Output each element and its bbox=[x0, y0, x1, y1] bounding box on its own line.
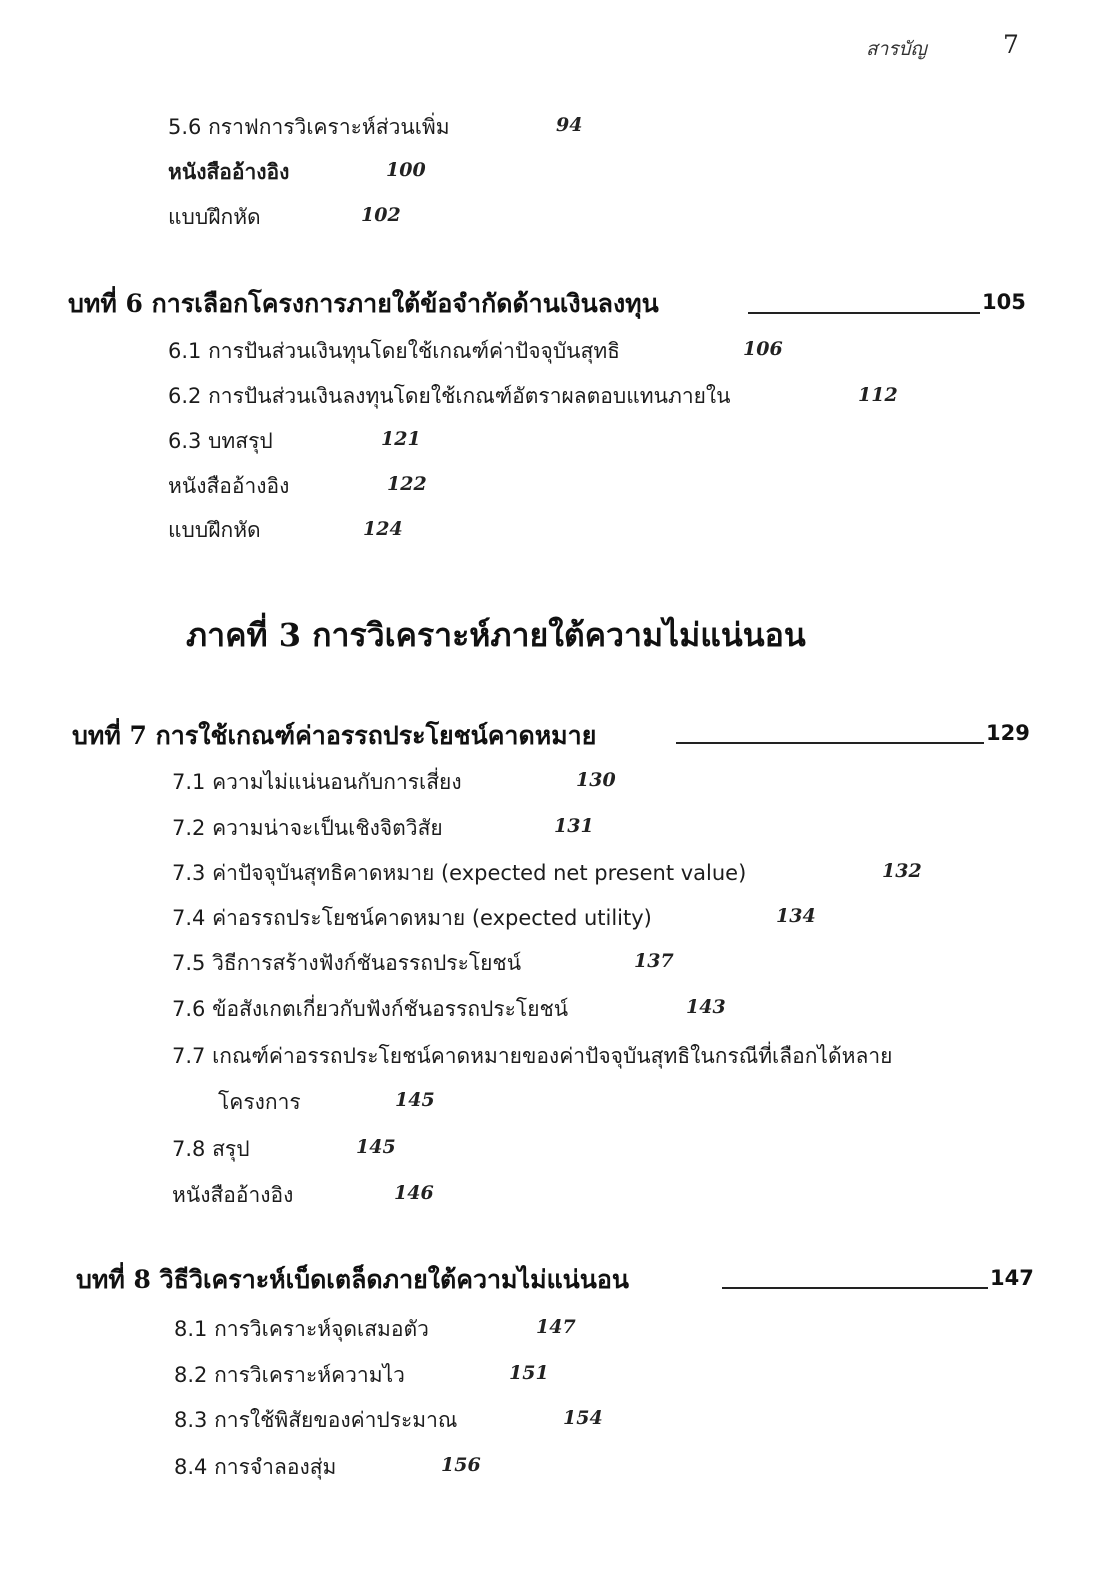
toc-entry[interactable] bbox=[174, 1359, 405, 1392]
toc-entry-title: ค่าปัจจุบันสุทธิคาดหมาย (expected net present value) bbox=[212, 861, 747, 885]
toc-entry[interactable] bbox=[174, 1404, 457, 1437]
toc-entry-title: การวิเคราะห์จุดเสมอตัว bbox=[214, 1317, 429, 1341]
toc-entry-page: 122 bbox=[387, 473, 427, 495]
toc-entry-title: ความไม่แน่นอนกับการเสี่ยง bbox=[212, 770, 462, 794]
toc-entry[interactable] bbox=[174, 1313, 429, 1346]
toc-entry-title: หนังสืออ้างอิง bbox=[172, 1183, 294, 1207]
toc-entry-page: 106 bbox=[743, 338, 783, 360]
toc-entry-title: แบบฝึกหัด bbox=[168, 518, 261, 542]
toc-entry[interactable] bbox=[168, 470, 289, 503]
leader-line bbox=[676, 742, 984, 744]
toc-entry-page: 121 bbox=[381, 428, 421, 450]
toc-entry-page: 134 bbox=[776, 905, 816, 927]
toc-entry-number: 7.2 bbox=[172, 816, 206, 840]
toc-entry-title: การใช้พิสัยของค่าประมาณ bbox=[214, 1408, 458, 1432]
toc-entry-number: 8.4 bbox=[174, 1455, 208, 1479]
toc-entry-title: ความน่าจะเป็นเชิงจิตวิสัย bbox=[212, 816, 443, 840]
toc-entry[interactable] bbox=[168, 425, 273, 458]
toc-entry-page: 156 bbox=[441, 1454, 481, 1476]
leader-line bbox=[748, 312, 980, 314]
toc-entry-number: 7.1 bbox=[172, 770, 206, 794]
toc-entry[interactable] bbox=[172, 1179, 293, 1212]
toc-entry-page: 131 bbox=[554, 815, 594, 837]
chapter-page: 129 bbox=[986, 721, 1030, 745]
toc-entry-page: 100 bbox=[386, 159, 426, 181]
chapter-title: การเลือกโครงการภายใต้ข้อจำกัดด้านเงินลงทุน bbox=[151, 289, 659, 318]
chapter-title: วิธีวิเคราะห์เบ็ดเตล็ดภายใต้ความไม่แน่นอน bbox=[159, 1265, 629, 1294]
toc-entry-page: 94 bbox=[556, 114, 583, 136]
toc-entry-number: 6.3 bbox=[168, 429, 202, 453]
toc-entry-title: กราฟการวิเคราะห์ส่วนเพิ่ม bbox=[208, 115, 450, 139]
chapter-number: 7 bbox=[129, 721, 147, 750]
toc-entry[interactable] bbox=[168, 514, 261, 547]
toc-entry[interactable] bbox=[172, 857, 746, 890]
toc-entry[interactable] bbox=[174, 1451, 336, 1484]
toc-entry-number: 6.1 bbox=[168, 339, 202, 363]
page-number: 7 bbox=[1003, 30, 1019, 59]
toc-entry-page: 151 bbox=[509, 1362, 549, 1384]
toc-entry-title: บทสรุป bbox=[208, 429, 273, 453]
toc-entry-continuation: โครงการ bbox=[218, 1090, 301, 1114]
chapter-title: การใช้เกณฑ์ค่าอรรถประโยชน์คาดหมาย bbox=[155, 721, 597, 750]
toc-entry-page: 154 bbox=[563, 1407, 603, 1429]
toc-entry-title: หนังสืออ้างอิง bbox=[168, 474, 290, 498]
chapter-number: 6 bbox=[125, 289, 143, 318]
toc-entry-title: เกณฑ์ค่าอรรถประโยชน์คาดหมายของค่าปัจจุบันสุทธิในกรณีที่เลือกได้หลาย bbox=[212, 1044, 893, 1068]
toc-entry[interactable] bbox=[172, 902, 652, 935]
toc-entry-page: 143 bbox=[686, 996, 726, 1018]
toc-entry-page: 145 bbox=[356, 1136, 396, 1158]
chapter-prefix: บทที่ bbox=[68, 289, 117, 318]
toc-entry[interactable] bbox=[168, 380, 731, 413]
chapter-heading[interactable] bbox=[72, 716, 596, 756]
leader-line bbox=[722, 1287, 988, 1289]
part-heading[interactable] bbox=[186, 610, 806, 661]
toc-entry-title: การปันส่วนเงินลงทุนโดยใช้เกณฑ์อัตราผลตอบแทนภายใน bbox=[208, 384, 731, 408]
toc-entry-number: 7.5 bbox=[172, 951, 206, 975]
toc-entry[interactable] bbox=[168, 156, 289, 189]
running-header-label: สารบัญ bbox=[866, 38, 927, 60]
part-title: การวิเคราะห์ภายใต้ความไม่แน่นอน bbox=[312, 616, 806, 654]
toc-entry-number: 8.2 bbox=[174, 1363, 208, 1387]
toc-entry-title: ค่าอรรถประโยชน์คาดหมาย (expected utility) bbox=[212, 906, 652, 930]
toc-entry-title: การจำลองสุ่ม bbox=[214, 1455, 337, 1479]
toc-entry-title: วิธีการสร้างฟังก์ชันอรรถประโยชน์ bbox=[212, 951, 522, 975]
toc-entry-number: 7.4 bbox=[172, 906, 206, 930]
toc-entry-number: 5.6 bbox=[168, 115, 202, 139]
toc-entry-page: 132 bbox=[882, 860, 922, 882]
toc-entry-number: 8.3 bbox=[174, 1408, 208, 1432]
toc-entry[interactable] bbox=[172, 1040, 892, 1073]
toc-entry-title: หนังสืออ้างอิง bbox=[168, 160, 290, 184]
toc-entry-number: 8.1 bbox=[174, 1317, 208, 1341]
toc-entry-page: 112 bbox=[858, 384, 898, 406]
toc-entry-title: การวิเคราะห์ความไว bbox=[214, 1363, 405, 1387]
toc-entry-number: 7.8 bbox=[172, 1137, 206, 1161]
toc-entry-title: แบบฝึกหัด bbox=[168, 205, 261, 229]
toc-entry-page: 147 bbox=[536, 1316, 576, 1338]
part-number: 3 bbox=[278, 616, 301, 654]
toc-entry-page: 130 bbox=[576, 769, 616, 791]
toc-entry-number: 7.7 bbox=[172, 1044, 206, 1068]
part-prefix: ภาคที่ bbox=[186, 616, 268, 654]
chapter-prefix: บทที่ bbox=[76, 1265, 125, 1294]
toc-entry-number: 6.2 bbox=[168, 384, 202, 408]
toc-entry[interactable] bbox=[172, 947, 521, 980]
toc-entry-page: 137 bbox=[634, 950, 674, 972]
toc-entry[interactable] bbox=[172, 812, 443, 845]
toc-entry[interactable] bbox=[168, 335, 620, 368]
chapter-number: 8 bbox=[133, 1265, 151, 1294]
toc-entry-title: การปันส่วนเงินทุนโดยใช้เกณฑ์ค่าปัจจุบันสุทธิ bbox=[208, 339, 620, 363]
toc-entry-number: 7.6 bbox=[172, 997, 206, 1021]
toc-entry[interactable] bbox=[172, 766, 462, 799]
toc-entry[interactable] bbox=[168, 201, 261, 234]
toc-entry-page: 124 bbox=[363, 518, 403, 540]
chapter-heading[interactable] bbox=[76, 1260, 629, 1300]
toc-entry-title: สรุป bbox=[212, 1137, 250, 1161]
toc-entry[interactable] bbox=[168, 111, 450, 144]
chapter-page: 147 bbox=[990, 1266, 1034, 1290]
chapter-heading[interactable] bbox=[68, 284, 659, 324]
chapter-prefix: บทที่ bbox=[72, 721, 121, 750]
toc-entry-page: 145 bbox=[395, 1089, 435, 1111]
toc-entry-page: 146 bbox=[394, 1182, 434, 1204]
toc-entry-page: 102 bbox=[361, 204, 401, 226]
toc-entry[interactable] bbox=[172, 1133, 250, 1166]
toc-entry-number: 7.3 bbox=[172, 861, 206, 885]
toc-entry-title: ข้อสังเกตเกี่ยวกับฟังก์ชันอรรถประโยชน์ bbox=[212, 997, 569, 1021]
toc-entry[interactable] bbox=[172, 993, 568, 1026]
chapter-page: 105 bbox=[982, 290, 1026, 314]
